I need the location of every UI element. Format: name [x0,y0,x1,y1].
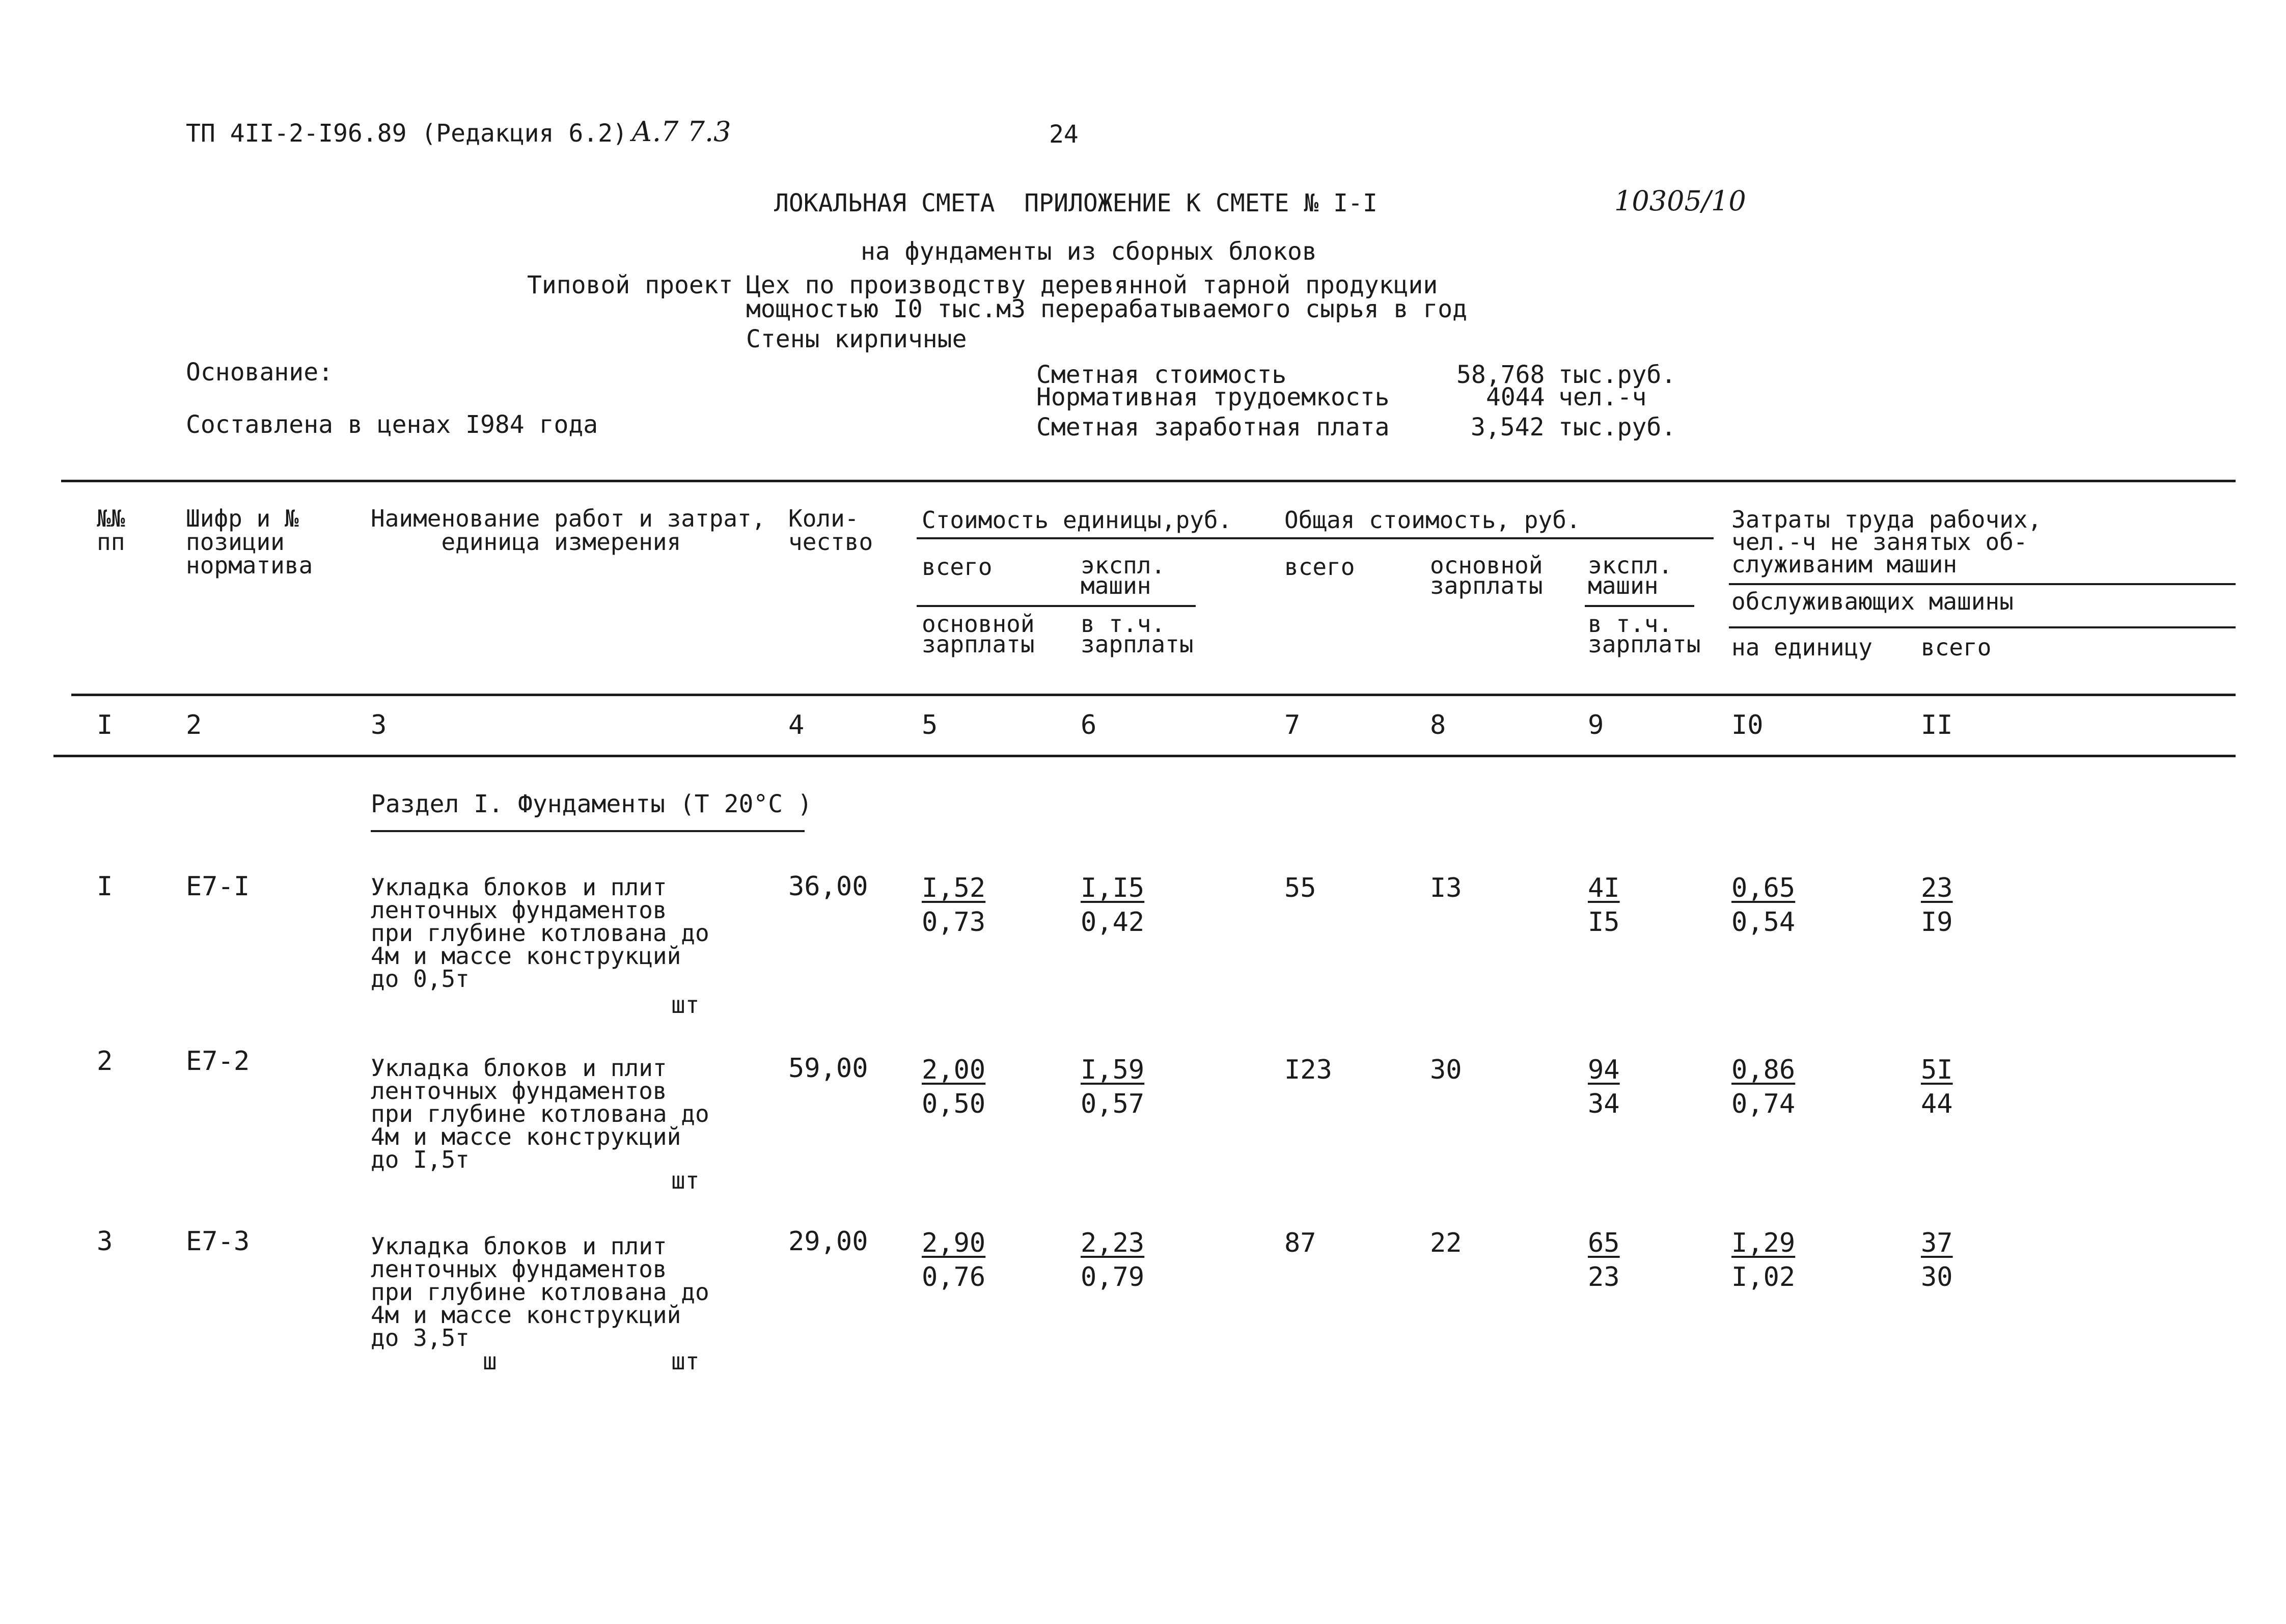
row-2-c5-total: 2,00 [922,1055,986,1085]
column-number-7: 7 [1284,710,1301,740]
estimate-subtitle: на фундаменты из сборных блоков [861,237,1317,266]
row-1-code: Е7-I [186,871,250,902]
row-2-c10-machine-labor: 0,74 [1731,1089,1796,1119]
header-labor-rule [1729,583,2236,585]
prices-label: Составлена в ценах I984 года [186,410,598,439]
row-2-c10-unit-labor: 0,86 [1731,1055,1796,1085]
page-number: 24 [1049,120,1079,149]
header-quantity: Коли- чество [788,505,873,556]
row-1-c5-total: I,52 [922,873,986,903]
row-2-c6-machines: I,59 [1081,1055,1145,1085]
row-3-c5-wage: 0,76 [922,1262,986,1292]
row-2-c11-machine-labor: 44 [1921,1089,1953,1119]
column-numbers-top-rule [71,694,2236,696]
project-label: Типовой проект [527,271,733,299]
estimated-wage-value: 3,542 [1471,413,1545,442]
estimated-cost-unit: тыс.руб. [1558,361,1676,389]
estimate-title: ЛОКАЛЬНАЯ СМЕТА ПРИЛОЖЕНИЕ К СМЕТЕ № I-I [774,189,1378,217]
row-3-quantity: 29,00 [788,1226,868,1257]
header-c7: всего [1284,553,1355,581]
row-3-c11-total-labor: 37 [1921,1228,1953,1258]
labor-intensity-value: 4044 [1486,383,1545,411]
column-number-3: 3 [371,710,387,740]
header-total-cost: Общая стоимость, руб. [1284,506,1581,534]
row-2-unit: шт [671,1167,700,1194]
row-2-c6-wage: 0,57 [1081,1089,1145,1119]
header-c6-bottom: в т.ч. зарплаты [1081,610,1194,658]
header-labor-sub: обслуживающих машины [1731,588,2014,615]
row-1-c6-machines: I,I5 [1081,873,1145,903]
section-title: Раздел I. Фундаменты (Т 20°С ) [371,790,812,818]
row-3-c6-machines: 2,23 [1081,1228,1145,1258]
stamp-number: 10305/10 [1614,185,1746,217]
row-1-c9-wage: I5 [1588,907,1620,938]
row-1-c5-wage: 0,73 [922,907,986,938]
row-1-c9-machines: 4I [1588,873,1620,903]
header-work-name: Наименование работ и затрат, единица измерения [371,505,766,556]
row-1-c11-machine-labor: I9 [1921,907,1953,938]
row-3-c10-unit-labor: I,29 [1731,1228,1796,1258]
column-number-8: 8 [1430,710,1446,740]
header-c6-top: экспл. машин [1081,552,1166,599]
row-3-unit: шт [671,1347,700,1375]
column-number-4: 4 [788,710,805,740]
labor-intensity-label: Нормативная трудоемкость [1036,383,1390,411]
column-number-9: 9 [1588,710,1604,740]
column-number-5: 5 [922,710,938,740]
row-2-name: Укладка блоков и плит ленточных фундаментов при глубине котлована до 4м и массе конструкций до I,5т [371,1054,709,1173]
row-1-c6-wage: 0,42 [1081,907,1145,938]
row-1-unit: шт [671,991,700,1019]
header-c10: на единицу [1731,634,1872,661]
header-c9-top: экспл. машин [1588,552,1673,599]
row-2-c5-wage: 0,50 [922,1089,986,1119]
row-3-c9-machines: 65 [1588,1228,1620,1258]
row-1-c11-total-labor: 23 [1921,873,1953,903]
header-c9-rule [1585,605,1694,607]
row-3-c6-wage: 0,79 [1081,1262,1145,1292]
column-number-11: II [1921,710,1953,740]
header-labor: Затраты труда рабочих, чел.-ч не занятых об- служиваним машин [1731,506,2042,578]
row-2-c8-wage: 30 [1430,1055,1462,1085]
header-c9-bottom: в т.ч. зарплаты [1588,610,1701,658]
project-name-line3: Стены кирпичные [746,325,967,353]
table-top-rule [61,480,2236,482]
header-c8: основной зарплаты [1430,552,1543,599]
labor-intensity-unit: чел.-ч [1558,383,1647,411]
row-3-c5-total: 2,90 [922,1228,986,1258]
header-code: Шифр и № позиции норматива [186,505,313,579]
row-2-c9-machines: 94 [1588,1055,1620,1085]
header-c5-c6-rule [917,605,1196,607]
table-body-top-rule [53,755,2236,757]
row-3-c9-wage: 23 [1588,1262,1620,1292]
row-3-c8-wage: 22 [1430,1228,1462,1258]
row-2-quantity: 59,00 [788,1053,868,1084]
row-3-c11-machine-labor: 30 [1921,1262,1953,1292]
column-number-1: I [97,710,113,740]
handwritten-reference: А.7 7.3 [631,116,731,148]
row-1-number: I [97,871,113,902]
header-c5-top: всего [922,553,993,581]
column-number-10: I0 [1731,710,1764,740]
estimated-wage-label: Сметная заработная плата [1036,413,1390,442]
row-2-c9-wage: 34 [1588,1089,1620,1119]
row-2-code: Е7-2 [186,1046,250,1077]
row-2-number: 2 [97,1046,113,1077]
row-1-c10-machine-labor: 0,54 [1731,907,1796,938]
header-group-rule [917,537,1714,539]
header-c5-bottom: основной зарплаты [922,610,1035,658]
column-number-6: 6 [1081,710,1097,740]
row-3-code: Е7-3 [186,1226,250,1257]
estimated-cost-label: Сметная стоимость [1036,361,1287,389]
row-1-quantity: 36,00 [788,871,868,902]
row-1-c7-total: 55 [1284,873,1316,903]
section-title-underline [371,830,805,832]
basis-label: Основание: [186,358,333,387]
document-reference: ТП 4II-2-I96.89 (Редакция 6.2) [186,119,627,148]
header-c11: всего [1921,634,1992,661]
row-1-name: Укладка блоков и плит ленточных фундаментов при глубине котлована до 4м и массе конструкций до 0,5т [371,873,709,993]
row-1-c8-wage: I3 [1430,873,1462,903]
column-number-2: 2 [186,710,202,740]
estimated-wage-unit: тыс.руб. [1558,413,1676,442]
estimated-cost-value: 58,768 [1456,361,1545,389]
project-name-line1: Цех по производству деревянной тарной продукции [746,271,1438,299]
row-2-c11-total-labor: 5I [1921,1055,1953,1085]
row-3-unit-mark: ш [483,1347,497,1375]
row-3-c7-total: 87 [1284,1228,1316,1258]
header-unit-cost: Стоимость единицы,руб. [922,506,1232,534]
header-labor-sub-rule [1729,626,2236,628]
row-1-c10-unit-labor: 0,65 [1731,873,1796,903]
row-3-name: Укладка блоков и плит ленточных фундаментов при глубине котлована до 4м и массе конструкций до 3,5т [371,1232,709,1352]
project-name-line2: мощностью I0 тыс.м3 перерабатываемого сырья в год [746,295,1468,323]
row-3-c10-machine-labor: I,02 [1731,1262,1796,1292]
row-2-c7-total: I23 [1284,1055,1332,1085]
row-3-number: 3 [97,1226,113,1257]
header-row-number: №№ пп [97,505,125,556]
